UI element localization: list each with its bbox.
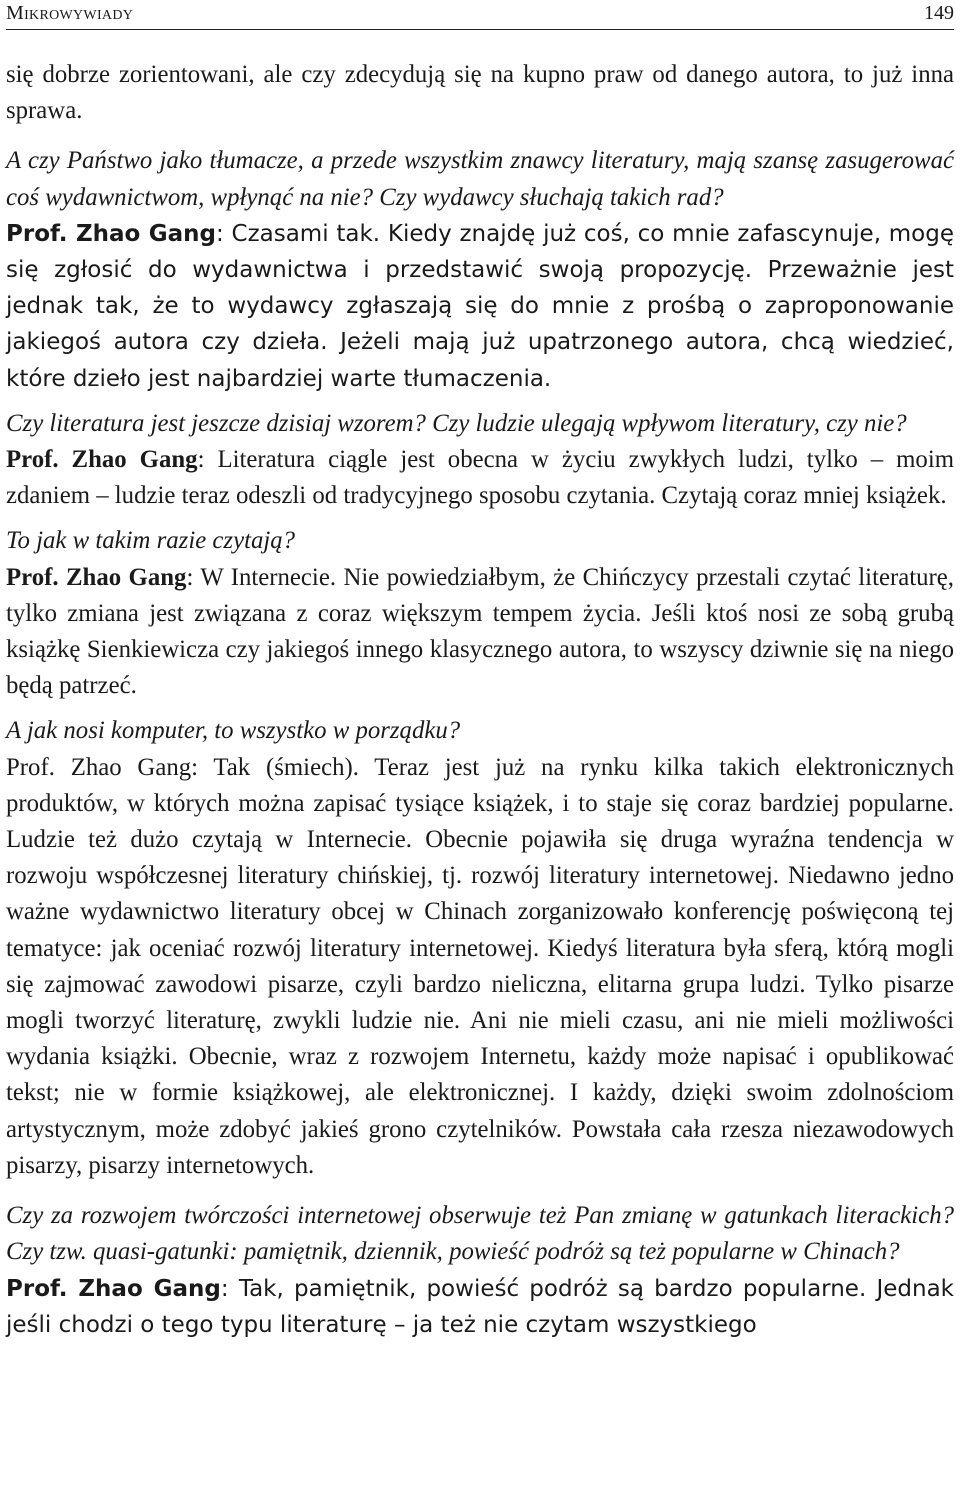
header-rule — [6, 29, 954, 30]
speaker-name: Prof. Zhao Gang — [6, 563, 187, 591]
answer-5 — [6, 1271, 954, 1343]
answer-2 — [6, 442, 954, 514]
question-4: A jak nosi komputer, to wszystko w porządku? — [6, 717, 461, 745]
speaker-name: Prof. Zhao Gang — [6, 1275, 221, 1302]
question-2: Czy literatura jest jeszcze dzisiaj wzorem? Czy ludzie ulegają wpływom literatury, czy nie? — [6, 409, 907, 437]
speaker-name: Prof. Zhao Gang — [6, 446, 198, 474]
running-header — [6, 2, 954, 28]
answer-text: : Tak, pamiętnik, powieść podróż są bardzo popularne. Jednak jeśli chodzi o tego typu literaturę – ja też nie czytam wszystkiego — [6, 1275, 954, 1338]
question-5: Czy za rozwojem twórczości internetowej obserwuje też Pan zmianę w gatunkach literackich? Czy tzw. quasi-gatunki: pamiętnik, dziennik, powieść podróż są też popularne w Chinach? — [6, 1202, 954, 1266]
answer-text: : Literatura ciągle jest obecna w życiu zwykłych ludzi, tylko – moim zdaniem – ludzie teraz odeszli od tradycyjnego sposobu czytania. Czytają coraz mniej książek. — [6, 446, 954, 510]
speaker-name: Prof. Zhao Gang — [6, 220, 216, 247]
question-1: A czy Państwo jako tłumacze, a przede wszystkim znawcy literatury, mają szansę zasugerować coś wydawnictwom, wpłynąć na nie? Czy wydawcy słuchają takich rad? — [6, 147, 954, 211]
question-3: To jak w takim razie czytają? — [6, 527, 296, 555]
article-body — [6, 57, 954, 1343]
paragraph-continuation: się dobrze zorientowani, ale czy zdecydują się na kupno praw od danego autora, to już inna sprawa. — [6, 61, 954, 125]
page-number: 149 — [924, 2, 954, 24]
answer-3 — [6, 560, 954, 705]
answer-4: Prof. Zhao Gang: Tak (śmiech). Teraz jest już na rynku kilka takich elektronicznych produktów, w których można zapisać tysiące książek, i to staje się coraz bardziej popularne. Ludzie też dużo czytają w Internecie. Obecnie pojawiła się druga wyraźna tendencja w rozwoju współczesnej literatury chińskiej, tj. rozwój literatury internetowej. Niedawno jedno ważne wydawnictwo literatury obcej w Chinach zorganizowało konferencję poświęconą tej tematyce: jak oceniać rozwój literatury internetowej. Kiedyś literatura była sferą, którą mogli się zajmować zawodowi pisarze, czyli bardzo nieliczna, elitarna grupa ludzi. Tylko pisarze mogli tworzyć literaturę, zwykli ludzie nie. Ani nie mieli czasu, ani nie mieli możliwości wydania książki. Obecnie, wraz z rozwojem Internetu, każdy może napisać i opublikować tekst; nie w formie książkowej, ale elektronicznej. I każdy, dzięki swoim zdolnościom artystycznym, może zdobyć jakieś grono czytelników. Powstała cała rzesza niezawodowych pisarzy, pisarzy internetowych. — [6, 753, 954, 1179]
answer-1 — [6, 216, 954, 397]
answer-text: : Czasami tak. Kiedy znajdę już coś, co mnie zafascynuje, mogę się zgłosić do wydawnictwa i przedstawić swoją propozycję. Przeważnie jest jednak tak, że to wydawcy zgłaszają się do mnie z prośbą o zaproponowanie jakiegoś autora czy dzieła. Jeżeli mają już upatrzonego autora, chcą wiedzieć, które dzieło jest najbardziej warte tłumaczenia. — [6, 220, 954, 392]
running-title: Mikrowywiady — [6, 2, 134, 24]
answer-text: : W Internecie. Nie powiedziałbym, że Chińczycy przestali czytać literaturę, tylko zmiana jest związana z coraz większym tempem życia. Jeśli ktoś nosi ze sobą grubą książkę Sienkiewicza czy jakiegoś innego klasycznego autora, to wszyscy dziwnie się na niego będą patrzeć. — [6, 563, 954, 700]
